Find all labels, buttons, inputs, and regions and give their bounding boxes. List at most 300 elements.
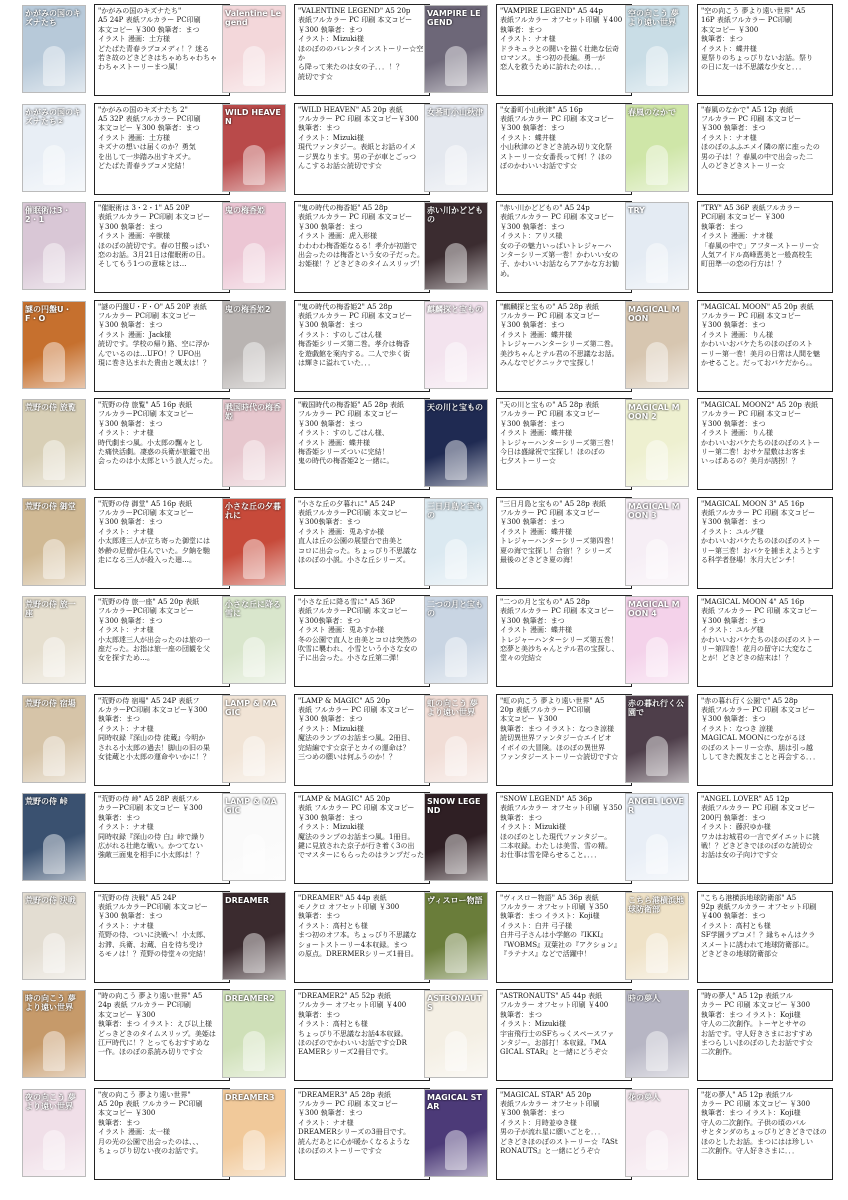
book-detail-line: フルカラー PC 印刷 本文コピー [298,1099,399,1108]
catalog-entry [222,101,430,199]
book-detail-line: フルカラーPC印刷 本文コピー [98,410,194,419]
book-detail-line: どきどきの地球防衛部☆ [701,949,778,958]
book-detail-line: イラスト 漫画：虎入形様 [298,232,378,241]
book-detail-line: フルカラー オフセット印刷 ￥400 [298,1001,407,1010]
catalog-column-4 [625,0,833,1200]
catalog-entry [22,298,230,396]
cover-figure [243,145,265,185]
book-detail-line: るモノは！？荒野の侍堂々の完結！ [98,949,210,958]
book-title: "MAGICAL MOON" A5 20p 表紙 [701,302,814,311]
book-info-box [94,792,230,884]
book-detail-line: お姫様！？どきどきのタイムスリップ！ [298,260,424,269]
book-detail-line: 読切です。学校の帰り路、空に浮か [98,340,210,349]
catalog-entry [625,101,833,199]
book-cover [424,695,488,783]
book-detail-line: フルカラー PC印刷 本文コピー [98,311,196,320]
book-detail-line: イラスト：Mizuki様 [500,823,566,832]
book-detail-line: リー第二巻！おサケ屋敷はお客ま [701,448,806,457]
cover-title: かがみの国のキズナたち② [25,107,81,126]
book-info-box [496,1088,632,1180]
book-detail-line: イラスト：蝶井様 [701,44,757,53]
book-title: "赤い川かどどもの" A5 24p [500,204,590,212]
book-info-box [697,989,833,1081]
book-detail-line: のぼのストーリー☆赤、朋は引っ越 [701,743,813,752]
book-detail-line: コロに出会った。ちょっぴり不思議な [298,546,417,555]
book-detail-line: 完結編です☆京子とカイの運命は？ [298,743,410,752]
book-detail-line: カラー PC 印刷 本文コピー ￥300 [701,1099,811,1108]
book-detail-line: ￥300 執筆者：まつ [298,25,363,34]
book-detail-line: 男の子が流れ星に願いごとを．．． [500,1128,605,1137]
book-detail-line: 「春風の中で」アフターストーリー☆ [701,241,820,250]
book-detail-line: 表紙フルカラー PC 印刷 本文コピー [298,311,413,320]
book-info-box [94,398,230,490]
cover-figure [445,1031,467,1071]
book-detail-line: 24p 表紙 フルカラー PC印刷 [98,1001,191,1010]
book-detail-line: 魔法のランプのお話まつ風。1冊目。 [298,832,415,841]
book-detail-line: 執筆者：まつ イラスト：なつき涼様 [500,724,615,733]
book-detail-line: とが！どきどきの結末は！？ [701,654,792,663]
book-detail-line: GICAL STAR』と一緒にどうぞ☆ [500,1048,609,1057]
book-detail-line: イラスト 漫画：りん様 [701,330,774,339]
book-detail-line: ￥300 執筆者：まつ [701,616,766,625]
book-detail-line: 本文コピー ￥300 [98,1109,156,1118]
book-info-box [697,891,833,983]
book-detail-line: 執筆者：まつ [298,124,340,133]
catalog-entry [222,790,430,888]
cover-figure [43,1130,65,1170]
book-detail-line: ほのぼののバレンタインストーリー☆空か [298,44,424,63]
cover-title: DREAMER [225,895,270,905]
book-detail-line: モノクロ オフセット印刷 ￥300 [298,902,400,911]
book-detail-line: そしてもう1つの意味とは… [98,260,187,269]
book-title: "ヴィスロー物語" A5 36p 表紙 [500,893,599,902]
cover-title: 鬼の梅香姫 [225,206,265,215]
book-cover [22,1089,86,1177]
book-detail-line: んでいるのは…UFO！？UFO出 [98,349,201,358]
book-detail-line: イラスト：アリス様 [500,232,563,241]
book-detail-line: 走になる三人が殺入った廻…。 [98,555,196,564]
book-info-box [94,4,230,96]
book-title: "DREAMER" A5 44p 表紙 [298,893,387,902]
book-detail-line: SF学園ラブコメ！？縁ちゃんはクラ [701,931,816,940]
book-detail-line: お話は女の子向けです☆ [701,851,778,860]
book-info-box [697,398,833,490]
book-detail-line: 本文コピー ￥300 [500,715,558,724]
book-detail-line: トレジャーハンターシリーズ第二巻。 [500,340,618,349]
book-detail-line: お滞、兵衛、お蔵、自を待ち受け [98,940,203,949]
book-detail-line: を遊戯館を案内する。二人で歩く街 [298,349,410,358]
catalog-entry [22,495,230,593]
book-cover [625,990,689,1078]
book-cover [625,1089,689,1177]
cover-figure [43,736,65,776]
book-cover [222,793,286,881]
book-detail-line: 恋夢と美沙ちゃんとテル君の宝探し、 [500,645,619,654]
book-detail-line: キズナの想いは届くのか？勇気 [98,143,196,152]
cover-title: 謎の円盤U・F・O [25,304,72,323]
book-detail-line: イラスト：ナオ様 [98,724,154,733]
book-detail-line: 座だった。お指は旅一座の団観を父 [98,645,210,654]
book-detail-line: ンターシリーズ第一巻！かわいい女の [500,251,619,260]
book-title: "MAGICAL STAR" A5 20p [500,1090,592,1099]
book-detail-line: 若き故のどきどきはちゃめちゃわちゃ [98,54,217,63]
book-title: "WILD HEAVEN" A5 20p 表紙 [298,105,403,114]
book-detail-line: ￥300 執筆者：まつ [98,419,163,428]
book-detail-line: 小山秋津のどきどき読み切り文化祭 [500,143,612,152]
book-detail-line: ら降って来たのは女の子．．．！？ [298,63,403,72]
book-title: "麒麟探と宝もの" A5 28p 表紙 [500,302,600,311]
book-detail-line: 今日は盛縁祝で宝探し！ほのぼの [500,448,605,457]
cover-title: LAMP & MAGIC [225,797,277,815]
book-detail-line: どたばた青春ラブコメ完結！ [98,161,189,170]
book-detail-line: ししてきた親友まことと再会する．．． [701,752,820,761]
catalog-entry [424,593,632,691]
book-detail-line: ほのぼのでかわいいお話です☆DR [298,1039,407,1048]
catalog-entry [22,101,230,199]
book-detail-line: 読んだあとに心が暖かくなるような [298,1137,410,1146]
book-cover [424,301,488,389]
book-detail-line: た痛快活劇。凄惑の兵衛が旅籠で出 [98,448,210,457]
book-detail-line: イラスト 漫画：蝶井様 [500,330,573,339]
book-info-box [294,1088,430,1180]
book-detail-line: イラスト：高村とも様 [298,921,368,930]
book-detail-line: ￥300 執筆者：まつ [500,222,565,231]
cover-figure [646,46,668,86]
book-detail-line: イラスト：ナオ様 [98,626,154,635]
book-cover [424,498,488,586]
book-detail-line: 鍵に見放された京子が行き着く3の出 [298,842,415,851]
book-detail-line: 表紙 フルカラー PC 印刷 本文コピー [701,607,818,616]
cover-figure [445,834,467,874]
book-title: "こちら港横浜地球防衛部" A5 [701,893,797,902]
cover-figure [445,145,467,185]
book-detail-line: どっきどきのタイムスリップ。美姫は [98,1029,216,1038]
book-cover [22,399,86,487]
book-detail-line: 表紙フルカラー PC 印刷 本文コピー [298,213,413,222]
cover-figure [243,736,265,776]
book-detail-line: ￥300 執筆者：まつ [701,321,766,330]
cover-title: 荒野の侍 御堂 [25,501,76,511]
book-info-box [294,398,430,490]
book-detail-line: 吹雪に襲われ、小雪という小さな女の [298,645,418,654]
book-info-box [294,300,430,392]
catalog-entry [625,593,833,691]
book-cover [22,793,86,881]
book-detail-line: ￥400 執筆者：まつ [701,912,766,921]
book-title: "二つの月と宝もの" A5 28p [500,598,590,606]
book-detail-line: 表紙フルカラーPC印刷 本文コピー [298,607,408,616]
cover-title: 時の向こう 夢より遠い世界 [25,994,76,1012]
book-title: "荒野の侍 御堂" A5 16p 表紙 [98,499,193,508]
book-detail-line: 梅香姫シリーズついに完結！ [298,448,389,457]
catalog-entry [424,1086,632,1184]
book-detail-line: イラスト：すのしごはん様、 [298,429,389,438]
book-detail-line: イラスト：藤沢ゆか様 [701,823,771,832]
catalog-entry [222,692,430,790]
book-detail-line: ￥300 執筆者：まつ [298,813,363,822]
book-cover [22,695,86,783]
book-detail-line: 表紙フルカラー PC印刷 本文コピー [98,213,210,222]
book-detail-line: 会ったのは小太郎という浪人だった。 [98,457,217,466]
book-cover [222,1089,286,1177]
book-detail-line: 子、かわいいお話ならアアかな方お勧め。 [500,260,619,278]
book-detail-line: かわいいおバケたちのほのぼのストー [701,635,820,644]
book-cover [424,793,488,881]
cover-title: ASTRONAUTS [427,994,482,1012]
cover-title: 荒野の侍 宿場 [25,698,76,708]
book-cover [22,596,86,684]
cover-title: 空の向こう 夢より遠い世界 [628,9,679,27]
book-detail-line: 16P 表紙フルカラー PC印刷 [701,16,792,25]
book-detail-line: ンタジー。お部打！本収録。『MA [500,1039,607,1048]
book-info-box [697,1088,833,1180]
book-detail-line: イラスト：月時並ゆき様 [500,1118,577,1127]
cover-figure [646,736,668,776]
book-detail-line: 『ラテナス』などで活躍中！ [500,949,591,958]
book-detail-line: いっぱあるの？美月が誘拐！？ [701,457,799,466]
book-title: "春風のなかで" A5 12p 表紙 [701,105,794,114]
book-detail-line: 読切です☆ [298,72,333,81]
catalog-entry [625,2,833,100]
book-detail-line: 魔法のランプのお話まつ風。2冊目、 [298,734,415,743]
book-title: "MAGICAL MOON2" A5 20p 表紙 [701,401,819,409]
book-cover [625,5,689,93]
book-detail-line: イラスト 漫画：兎あすか様 [298,527,385,536]
catalog-column-1 [22,0,230,1200]
book-detail-line: みんなでピクニックで宝探し！ [500,358,598,367]
book-detail-line: お話です。守人好きさまにおすすめ [701,1029,813,1038]
book-detail-line: 同時収録『深山の侍 白』峠で繰り [98,832,206,841]
book-info-box [94,891,230,983]
catalog-entry [625,987,833,1085]
book-detail-line: 表紙フルカラー PC 印刷 本文コピー [500,607,615,616]
book-detail-line: 92p 表紙フルカラー オフセット印刷 [701,902,817,911]
book-detail-line: フルカラー PC 印刷 本文コピー [701,410,802,419]
cover-figure [43,637,65,677]
book-title: "ANGEL LOVER" A5 12p [701,795,790,803]
book-title: "ASTRONAUTS" A5 44p 表紙 [500,992,603,1000]
book-cover [424,104,488,192]
book-detail-line: ￥300 執筆者：まつ [298,222,363,231]
catalog-entry [424,889,632,987]
book-detail-line: イラスト：ユルグ様 [701,527,764,536]
book-detail-line: 女徒蔵と小太郎の運命やいかに！？ [98,752,210,761]
book-cover [424,5,488,93]
book-detail-line: 20p 表紙フルカラー PC印刷 [500,705,591,714]
book-detail-line: イラスト：Mizuki様 [500,1020,566,1029]
book-title: "荒野の侍 宿場" A5 24P 表紙フ [98,696,200,705]
book-detail-line: ショートストーリー4本収録。まつ [298,940,408,949]
cover-figure [445,637,467,677]
book-detail-line: 荒野の侍、ついに決戦へ！小太郎、 [98,931,210,940]
book-title: "戦国時代の梅香姫" A5 28p 表紙 [298,401,405,409]
book-title: "DREAMER2" A5 52p 表紙 [298,992,392,1000]
book-detail-line: 小太郎達三人が立ち寄った御堂には [98,537,210,546]
cover-title: MAGICAL MOON [628,304,680,323]
book-detail-line: 表紙フルカラーPC印刷 本文コピー [298,508,408,517]
catalog-entry [625,692,833,790]
book-info-box [496,201,632,293]
cover-title: 二つの月と宝もの [427,600,483,618]
book-cover [625,202,689,290]
book-detail-line: 表紙フルカラー オフセット印刷 ￥350 [500,804,623,813]
cover-figure [243,539,265,579]
book-detail-line: ドラキュラとの闘いを描く壮絶な伝奇 [500,44,619,53]
catalog-entry [222,396,430,494]
book-info-box [496,300,632,392]
book-detail-line: 戦！？どきどきでほのぼのな読切☆ [701,842,813,851]
book-title: "花の夢人" A5 12p 表紙フル [701,1090,793,1099]
cover-title: 催眠術は3・2・1 [25,206,71,224]
book-title: "赤の暮れ行く公園で" A5 28p [701,696,798,705]
book-detail-line: 執筆者：まつ [298,912,340,921]
book-detail-line: ファンタジーストーリー☆読切です☆ [500,752,619,761]
book-detail-line: イラスト：なつき 涼様 [701,724,774,733]
book-detail-line: 現に巻き込まれた貴由と颯太は！？ [98,358,210,367]
book-cover [625,104,689,192]
cover-figure [43,834,65,874]
book-detail-line: 直人は丘の公園の展望台で由美と [298,537,403,546]
book-detail-line: ロマンス。まつ初の長編。勇一が [500,54,605,63]
book-detail-line: 時代劇まつ風。小太郎の飄々とし [98,438,203,447]
book-cover [625,596,689,684]
book-detail-line: お仕事は雪を降らせること。．．． [500,851,602,860]
catalog-entry [424,692,632,790]
book-detail-line: RONAUTS』と一緒にどうぞ☆ [500,1146,601,1155]
cover-figure [43,440,65,480]
book-cover [222,5,286,93]
book-detail-line: ージ異なります。男の子が車とごっつ [298,152,417,161]
book-detail-line: ￥300 執筆者：まつ [98,222,163,231]
book-cover [424,990,488,1078]
book-info-box [697,694,833,786]
cover-figure [445,933,467,973]
book-detail-line: イラスト 漫画：りん様 [701,429,774,438]
book-detail-line: 男の子は！？春風の中で出会った二 [701,152,813,161]
book-detail-line: 表紙フルカラー PC 印刷 本文コピー [701,804,816,813]
book-cover [625,498,689,586]
cover-figure [243,46,265,86]
book-detail-line: わわわわ梅香姫なるる！孝介が初詣で [298,241,417,250]
book-detail-line: 恋のお話。3月21日は催眠術の日。 [98,251,210,260]
book-detail-line: 表紙フルカラー オフセット印刷 ￥400 [500,16,623,25]
book-detail-line: イラスト 漫画：蝶井様 [500,527,573,536]
book-detail-line: イラスト：ナオ様 [298,1118,354,1127]
book-detail-line: ほのぼのふふエメイ隣の席に座ったの [701,143,820,152]
book-detail-line: フルカラー PC 印刷 本文コピー [701,114,802,123]
book-detail-line: 町田準一の恋の行方は！？ [701,260,785,269]
cover-title: こちら港横浜地球防衛部 [628,895,684,914]
book-detail-line: を出して一歩踏み出すキズナ。 [98,152,195,161]
book-detail-line: 七夕ストーリー☆ [500,457,556,466]
book-info-box [94,300,230,392]
book-detail-line: ￥300 執筆者：まつ [500,518,565,527]
cover-title: 春風のなかで [628,107,676,117]
book-detail-line: イラスト 漫画：蝶井様 [298,438,371,447]
catalog-entry [22,889,230,987]
cover-title: 赤い川かどどもの [427,206,483,224]
book-title: "VALENTINE LEGEND" A5 20p [298,7,411,15]
cover-title: 荒野の侍 旅覧 [25,403,76,412]
book-detail-line: ￥300 執筆者：まつ [701,715,766,724]
cover-title: MAGICAL MOON 3 [628,501,680,520]
book-detail-line: 『WOBMS』双葉社の『アクション』 [500,940,621,949]
catalog-grid [22,0,842,1200]
book-detail-line: 執筆者：まつ [98,813,140,822]
book-info-box [496,694,632,786]
book-detail-line: A5 24P 表紙フルカラー PC印刷 [98,16,201,25]
book-detail-line: 執筆者：まつ イラスト：えび以上様 [98,1020,213,1029]
book-cover [625,892,689,980]
book-title: "時の向こう 夢より遠い世界" A5 [98,992,203,1000]
book-title: "MAGICAL MOON 3" A5 16p [701,499,805,508]
book-detail-line: 一作。ほのぼの系読み切りです☆ [98,1048,203,1057]
book-title: "謎の円盤U・F・O" A5 20P 表紙 [98,302,207,311]
book-detail-line: 本文コピー ￥300 [98,1010,156,1019]
book-cover [625,695,689,783]
book-detail-line: 梅香姫シリーズ第二巻。孝介は梅香 [298,340,410,349]
book-cover [222,202,286,290]
cover-title: MAGICAL MOON 2 [628,403,680,421]
book-detail-line: カラーPC印刷 本文コピー ￥300 [98,804,203,813]
catalog-entry [222,593,430,691]
book-detail-line: 読切異世界ファンタジー☆エイビオ [500,734,612,743]
book-cover [22,5,86,93]
book-title: "鬼の時代の梅香姫" A5 28p [298,204,388,212]
book-detail-line: イラスト：Mizuki様 [298,724,364,733]
cover-figure [445,440,467,480]
book-detail-line: イラスト：ユルグ様 [701,626,764,635]
book-detail-line: 執筆者：まつ イラスト：Koji様 [701,1010,801,1019]
book-info-box [496,989,632,1081]
catalog-entry [424,396,632,494]
book-title: "催眠術は 3・2・1" A5 20P [98,204,190,212]
book-detail-line: 女の子の魅力いっぱいトレジャーハ [500,241,612,250]
book-detail-line: EAMERシリーズ2冊目です。 [298,1048,393,1057]
catalog-entry [222,495,430,593]
book-detail-line: フルカラー PC 印刷 本文コピー [701,311,802,320]
book-detail-line: イボイの大冒険。ほのぼの異世界 [500,743,605,752]
book-title: "SNOW LEGEND" A5 36p [500,795,593,803]
catalog-entry [424,199,632,297]
book-detail-line: かわいいおバケたちのほのぼのストー [701,438,820,447]
book-info-box [294,201,430,293]
book-cover [222,990,286,1078]
book-info-box [94,103,230,195]
book-detail-line: ￥300 執筆者：まつ [701,518,766,527]
book-detail-line: 人気アイドル高峰恵美と一般高校生 [701,251,813,260]
book-cover [22,498,86,586]
book-detail-line: どたばた青春ラブコメディ！？迷る [98,44,210,53]
book-detail-line: ほのぼの小説。小さな丘シリーズ。 [298,555,410,564]
book-detail-line: 三つめの願いは何ふうのか！？ [298,752,396,761]
book-detail-line: ￥300 執筆者：まつ [701,419,766,428]
book-cover [424,892,488,980]
book-cover [222,695,286,783]
cover-figure [646,834,668,874]
book-info-box [496,103,632,195]
book-detail-line: 表紙フルカラー PC 印刷 本文コピー [500,114,615,123]
book-info-box [94,989,230,1081]
book-detail-line: 執筆者：まつ [500,813,542,822]
book-detail-line: イラスト：ナオ様 [500,35,556,44]
cover-title: 夜の向こう 夢より遠い世界 [25,1092,76,1111]
book-detail-line: 人のどきどきストーリー☆ [701,161,785,170]
cover-title: ヴィスロー物語 [427,895,483,905]
book-detail-line: A5 20p 表紙 フルカラー PC印刷 [98,1099,203,1108]
book-detail-line: ￥300 執筆者：まつ [298,1109,363,1118]
book-detail-line: 恋人を救うために訪れたのは．．． [500,63,605,72]
